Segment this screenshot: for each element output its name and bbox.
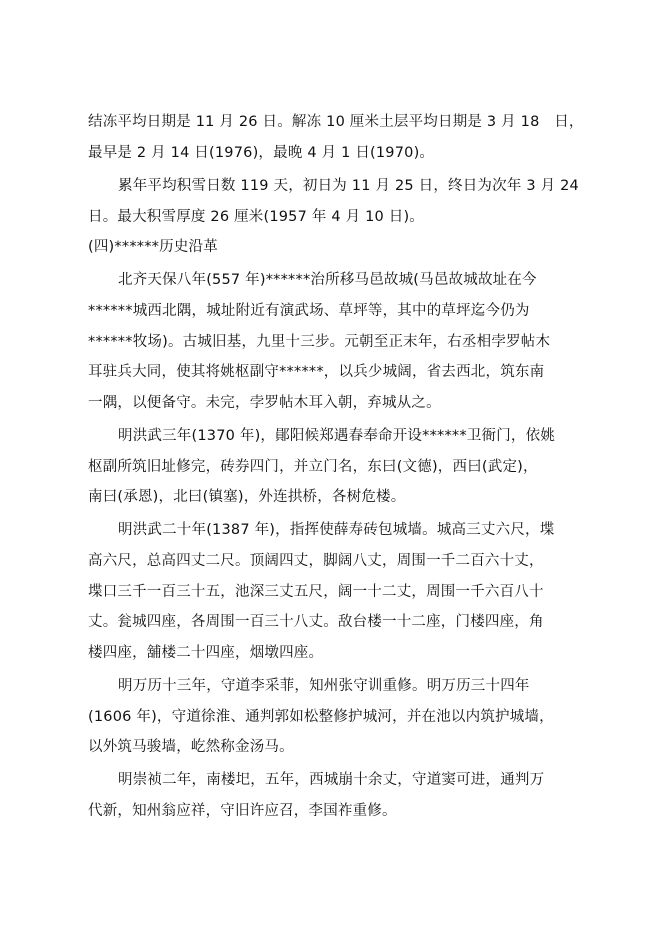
section-heading-history: (四)******历史沿革: [88, 239, 218, 255]
paragraph-beiqi-line-1: 北齐天保八年(557 年)******治所移马邑故城(马邑故城故址在今: [118, 272, 537, 288]
paragraph-beiqi-line-5: 一隅，以便备守。未完，孛罗帖木耳入朝，弃城从之。: [88, 395, 441, 411]
paragraph-wanli-line-2: (1606 年)，守道徐淮、通判郭如松整修护城河，并在池以内筑护城墙，: [88, 709, 554, 725]
paragraph-hongwu20-line-1: 明洪武二十年(1387 年)，指挥使薛寿砖包城墙。城高三丈六尺，堞: [118, 522, 555, 538]
paragraph-snow-line-2: 日。最大积雪厚度 26 厘米(1957 年 4 月 10 日)。: [88, 209, 425, 225]
paragraph-chongzhen-line-1: 明崇祯二年，南楼圯，五年，西城崩十余丈，守道窦可进，通判万: [118, 772, 545, 788]
paragraph-beiqi-line-2: ******城西北隅，城址附近有演武场、草坪等，其中的草坪迄今仍为: [88, 303, 530, 319]
paragraph-hongwu20-line-5: 楼四座，舖楼二十四座，烟墩四座。: [88, 645, 324, 661]
paragraph-snow-line-1: 累年平均积雪日数 119 天，初日为 11 月 25 日，终日为次年 3 月 24: [118, 178, 579, 194]
paragraph-wanli-line-3: 以外筑马骏墙，屹然称金汤马。: [88, 739, 294, 755]
paragraph-chongzhen-line-2: 代新，知州翁应祥，守旧许应召，李国祚重修。: [88, 803, 397, 819]
paragraph-hongwu20-line-3: 堞口三千一百三十五，池深三丈五尺，阔一十二丈，周围一千六百八十: [88, 584, 544, 600]
paragraph-hongwu3-line-2: 枢副所筑旧址修完，砖券四门，并立门名，东曰(文德)，西曰(武定)，: [88, 459, 538, 475]
paragraph-hongwu20-line-4: 丈。瓮城四座，各周围一百三十八丈。敌台楼一十二座，门楼四座，角: [88, 614, 544, 630]
paragraph-frost-line-1: 结冻平均日期是 11 月 26 日。解冻 10 厘米土层平均日期是 3 月 18 日，: [88, 114, 584, 130]
paragraph-hongwu3-line-1: 明洪武三年(1370 年)，鄖阳候郑遇春奉命开设******卫衙门，依姚: [118, 428, 556, 444]
paragraph-wanli-line-1: 明万历十三年，守道李采菲，知州张守训重修。明万历三十四年: [118, 678, 530, 694]
paragraph-beiqi-line-4: 耳驻兵大同，使其将姚枢副守******，以兵少城阔，省去西北，筑东南: [88, 364, 545, 380]
paragraph-hongwu20-line-2: 高六尺，总高四丈二尺。顶阔四丈，脚阔八丈，周围一千二百六十丈，: [88, 553, 544, 569]
paragraph-beiqi-line-3: ******牧场)。古城旧基，九里十三步。元朝至正末年，右丞相孛罗帖木: [88, 334, 551, 350]
paragraph-hongwu3-line-3: 南曰(承恩)，北曰(镇塞)，外连拱桥，各树危楼。: [88, 489, 406, 505]
paragraph-frost-line-2: 最早是 2 月 14 日(1976)，最晚 4 月 1 日(1970)。: [88, 145, 435, 161]
